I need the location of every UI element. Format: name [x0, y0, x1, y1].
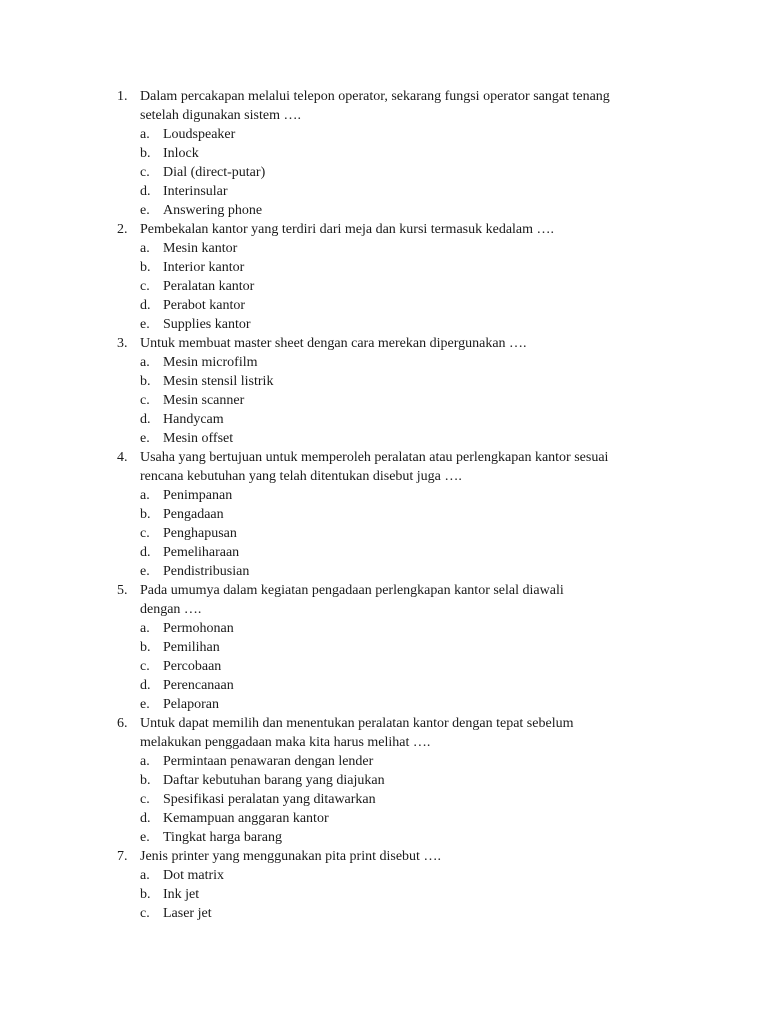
question-text: dengan ….	[140, 602, 202, 617]
option-letter: a.	[140, 868, 150, 883]
option-letter: d.	[140, 811, 151, 826]
answer-option	[0, 144, 768, 163]
question-number: 3.	[117, 336, 128, 351]
option-letter: d.	[140, 298, 151, 313]
option-text: Pengadaan	[163, 507, 224, 522]
question-line	[0, 220, 768, 239]
answer-option	[0, 372, 768, 391]
answer-option	[0, 296, 768, 315]
answer-option	[0, 866, 768, 885]
question-text: Untuk dapat memilih dan menentukan peralatan kantor dengan tepat sebelum	[140, 716, 574, 731]
option-letter: e.	[140, 564, 150, 579]
option-letter: e.	[140, 697, 150, 712]
option-letter: c.	[140, 526, 150, 541]
question-continuation-line	[0, 600, 768, 619]
option-text: Dial (direct-putar)	[163, 165, 266, 180]
answer-option	[0, 505, 768, 524]
question-continuation-line	[0, 733, 768, 752]
question-continuation-line	[0, 106, 768, 125]
question-item	[0, 448, 768, 581]
question-line	[0, 334, 768, 353]
option-text: Dot matrix	[163, 868, 225, 883]
answer-option	[0, 239, 768, 258]
answer-option	[0, 562, 768, 581]
option-letter: e.	[140, 203, 150, 218]
option-text: Inlock	[163, 146, 199, 161]
answer-option	[0, 638, 768, 657]
question-line	[0, 581, 768, 600]
question-line	[0, 448, 768, 467]
answer-option	[0, 904, 768, 923]
answer-option	[0, 809, 768, 828]
option-letter: c.	[140, 165, 150, 180]
option-letter: d.	[140, 184, 151, 199]
option-letter: a.	[140, 754, 150, 769]
option-text: Penimpanan	[163, 488, 233, 503]
option-letter: b.	[140, 773, 151, 788]
option-text: Kemampuan anggaran kantor	[163, 811, 329, 826]
option-letter: a.	[140, 355, 150, 370]
option-text: Mesin stensil listrik	[163, 374, 274, 389]
answer-option	[0, 315, 768, 334]
option-letter: e.	[140, 317, 150, 332]
option-letter: c.	[140, 279, 150, 294]
question-item	[0, 581, 768, 714]
option-text: Mesin scanner	[163, 393, 245, 408]
option-text: Pelaporan	[163, 697, 219, 712]
option-letter: c.	[140, 906, 150, 921]
answer-option	[0, 752, 768, 771]
option-text: Percobaan	[163, 659, 222, 674]
question-line	[0, 87, 768, 106]
question-item	[0, 334, 768, 448]
answer-option	[0, 657, 768, 676]
option-text: Perencanaan	[163, 678, 234, 693]
option-text: Supplies kantor	[163, 317, 251, 332]
answer-option	[0, 391, 768, 410]
question-item	[0, 87, 768, 220]
question-list	[0, 87, 768, 923]
question-text: Usaha yang bertujuan untuk memperoleh peralatan atau perlengkapan kantor sesuai	[140, 450, 609, 465]
question-item	[0, 714, 768, 847]
question-number: 1.	[117, 89, 128, 104]
option-letter: b.	[140, 507, 151, 522]
question-number: 2.	[117, 222, 128, 237]
option-text: Answering phone	[163, 203, 263, 218]
answer-option	[0, 163, 768, 182]
answer-option	[0, 353, 768, 372]
question-text: setelah digunakan sistem ….	[140, 108, 301, 123]
answer-option	[0, 885, 768, 904]
answer-option	[0, 201, 768, 220]
option-text: Daftar kebutuhan barang yang diajukan	[163, 773, 385, 788]
answer-option	[0, 790, 768, 809]
answer-option	[0, 486, 768, 505]
option-text: Mesin kantor	[163, 241, 238, 256]
option-letter: a.	[140, 621, 150, 636]
option-text: Perabot kantor	[163, 298, 246, 313]
option-text: Pendistribusian	[163, 564, 250, 579]
question-item	[0, 220, 768, 334]
option-text: Spesifikasi peralatan yang ditawarkan	[163, 792, 376, 807]
question-text: melakukan penggadaan maka kita harus melihat ….	[140, 735, 431, 750]
option-text: Penghapusan	[163, 526, 237, 541]
answer-option	[0, 125, 768, 144]
answer-option	[0, 771, 768, 790]
answer-option	[0, 277, 768, 296]
answer-option	[0, 524, 768, 543]
question-item	[0, 847, 768, 923]
option-text: Interinsular	[163, 184, 228, 199]
option-letter: e.	[140, 830, 150, 845]
question-text: Pembekalan kantor yang terdiri dari meja dan kursi termasuk kedalam ….	[140, 222, 555, 237]
question-continuation-line	[0, 467, 768, 486]
option-letter: d.	[140, 412, 151, 427]
option-letter: e.	[140, 431, 150, 446]
option-text: Handycam	[163, 412, 224, 427]
answer-option	[0, 828, 768, 847]
question-text: Jenis printer yang menggunakan pita print disebut ….	[140, 849, 441, 864]
option-text: Permintaan penawaran dengan lender	[163, 754, 374, 769]
option-text: Tingkat harga barang	[163, 830, 282, 845]
option-text: Interior kantor	[163, 260, 245, 275]
question-text: rencana kebutuhan yang telah ditentukan disebut juga ….	[140, 469, 462, 484]
option-text: Peralatan kantor	[163, 279, 255, 294]
answer-option	[0, 619, 768, 638]
question-line	[0, 847, 768, 866]
question-number: 7.	[117, 849, 128, 864]
option-text: Permohonan	[163, 621, 234, 636]
option-text: Mesin microfilm	[163, 355, 258, 370]
option-text: Ink jet	[163, 887, 200, 902]
option-letter: b.	[140, 260, 151, 275]
question-number: 6.	[117, 716, 128, 731]
option-letter: c.	[140, 792, 150, 807]
answer-option	[0, 429, 768, 448]
option-letter: b.	[140, 374, 151, 389]
answer-option	[0, 258, 768, 277]
answer-option	[0, 676, 768, 695]
question-text: Dalam percakapan melalui telepon operator, sekarang fungsi operator sangat tenang	[140, 89, 610, 104]
option-letter: b.	[140, 887, 151, 902]
answer-option	[0, 410, 768, 429]
option-letter: a.	[140, 241, 150, 256]
question-text: Untuk membuat master sheet dengan cara merekan dipergunakan ….	[140, 336, 527, 351]
answer-option	[0, 543, 768, 562]
option-text: Pemilihan	[163, 640, 220, 655]
option-text: Mesin offset	[163, 431, 234, 446]
option-letter: d.	[140, 545, 151, 560]
option-letter: a.	[140, 488, 150, 503]
option-letter: a.	[140, 127, 150, 142]
option-letter: b.	[140, 640, 151, 655]
option-letter: c.	[140, 393, 150, 408]
option-text: Pemeliharaan	[163, 545, 240, 560]
answer-option	[0, 182, 768, 201]
question-number: 4.	[117, 450, 128, 465]
option-letter: b.	[140, 146, 151, 161]
question-number: 5.	[117, 583, 128, 598]
option-text: Loudspeaker	[163, 127, 236, 142]
option-letter: c.	[140, 659, 150, 674]
question-text: Pada umumya dalam kegiatan pengadaan perlengkapan kantor selal diawali	[140, 583, 564, 598]
answer-option	[0, 695, 768, 714]
option-letter: d.	[140, 678, 151, 693]
question-line	[0, 714, 768, 733]
option-text: Laser jet	[163, 906, 212, 921]
